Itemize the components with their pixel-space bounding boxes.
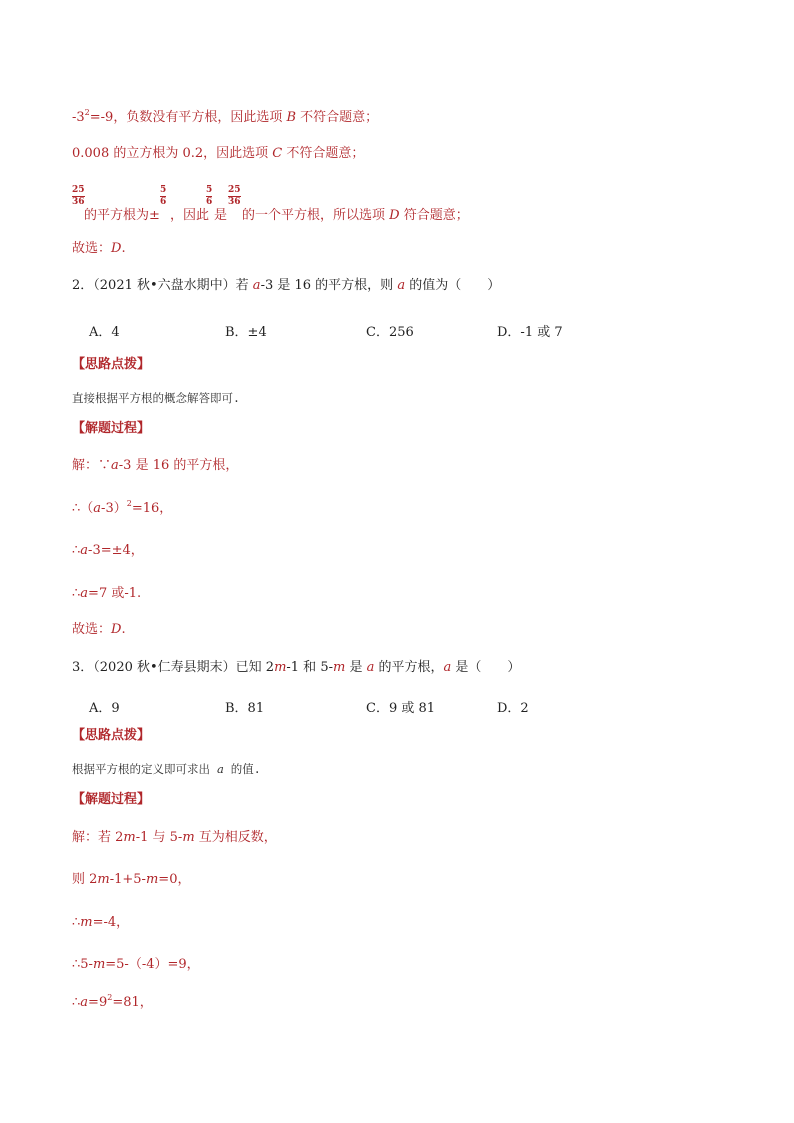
answer-line: 故选：D.	[72, 622, 126, 637]
solution-step: $\therefore(a-3)^2=16$，	[72, 499, 173, 516]
text: -3	[72, 110, 85, 125]
fraction-25-36: 25 36	[228, 185, 241, 207]
text: 0.008 的立方根为 0.2，因此选项	[72, 146, 273, 161]
solution-step: ∴5-m=5-（-4）=9，	[72, 957, 200, 972]
text: 是	[214, 208, 228, 223]
fraction-5-6: 5 6	[206, 185, 213, 207]
option-c: C．9 或 81	[366, 701, 436, 716]
solution-step: ∴m=-4，	[72, 915, 130, 930]
solution-step: 则 2m-1+5-m=0，	[72, 872, 191, 887]
solution-step: 解：∵a-3 是 16 的平方根，	[72, 458, 239, 473]
question-2-stem: 2．（2021 秋•六盘水期中）若 a-3 是 16 的平方根，则 a 的值为（ ）	[72, 278, 501, 293]
hint-text: 根据平方根的定义即可求出 a 的值.	[72, 762, 261, 776]
option-a: A．4	[89, 325, 120, 340]
solution-step: 解：若 2m-1 与 5-m 互为相反数，	[72, 830, 277, 845]
option-a: A．9	[89, 701, 120, 716]
fraction-5-6: 5 6	[160, 185, 167, 207]
option-b: B．81	[225, 701, 265, 716]
text: 的一个平方根，所以选项 D 符合题意；	[242, 208, 469, 223]
option-letter: C	[272, 146, 283, 161]
solution-heading: 【解题过程】	[72, 792, 151, 807]
text: ，因此	[170, 208, 210, 223]
hint-heading: 【思路点拨】	[72, 728, 151, 743]
hint-text: 直接根据平方根的概念解答即可.	[72, 391, 240, 405]
solution-line-option-c	[72, 146, 364, 162]
question-3-stem: 3．（2020 秋•仁寿县期末）已知 2m-1 和 5-m 是 a 的平方根，a 是（ ）	[72, 660, 521, 675]
exponent: 2	[84, 108, 90, 117]
solution-line-option-b	[72, 110, 378, 126]
option-d: D．-1 或 7	[497, 325, 563, 340]
solution-step: $\therefore a=9^2=81$，	[72, 993, 153, 1010]
option-d: D．2	[497, 701, 529, 716]
option-b: B．±4	[225, 325, 267, 340]
fraction-25-36: 25 36	[72, 185, 85, 207]
text: 不符合题意；	[282, 146, 365, 161]
option-letter: B	[286, 110, 297, 125]
answer-line: 故选：D.	[72, 241, 126, 256]
option-c: C．256	[366, 325, 414, 340]
solution-step: ∴a-3=±4，	[72, 543, 144, 558]
solution-step: ∴a=7 或-1.	[72, 586, 142, 601]
text: 的平方根为±	[84, 208, 160, 223]
hint-heading: 【思路点拨】	[72, 357, 151, 372]
solution-heading: 【解题过程】	[72, 421, 151, 436]
text: =-9，负数没有平方根，因此选项	[89, 110, 287, 125]
text: 不符合题意；	[296, 110, 379, 125]
